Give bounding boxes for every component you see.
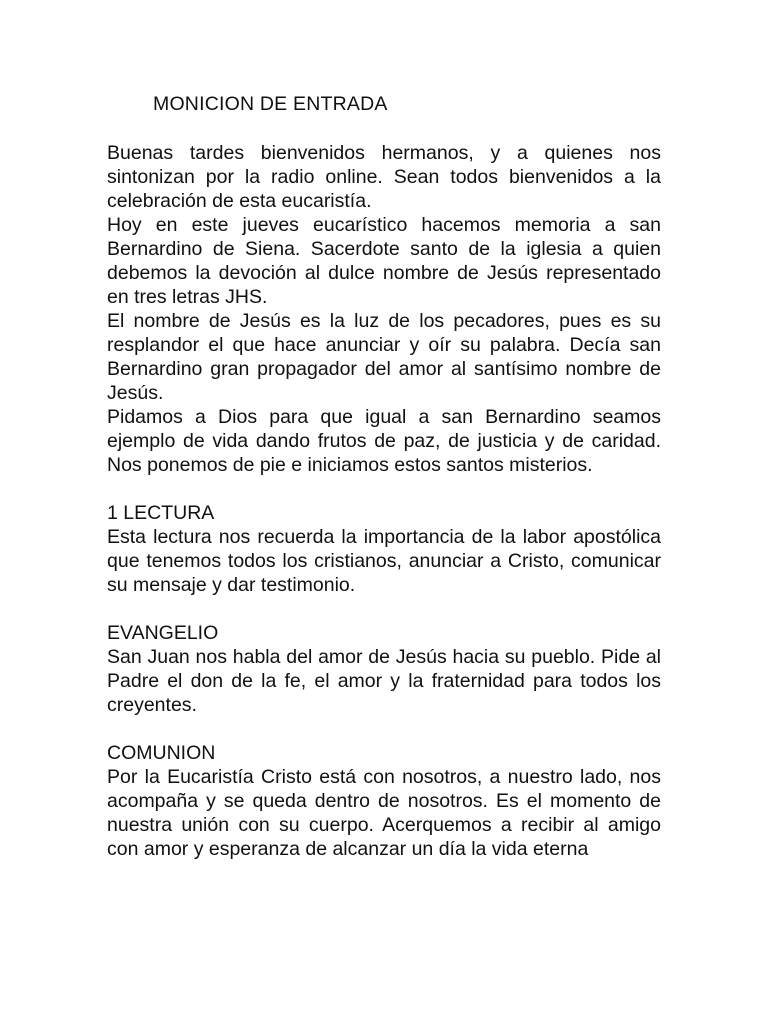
section-communion bbox=[107, 741, 661, 861]
section-first-reading bbox=[107, 501, 661, 597]
intro-paragraph-welcome: Buenas tardes bienvenidos hermanos, y a quienes nos sintonizan por la radio online. Sean todos bienvenidos a la celebración de esta eucaristía. bbox=[107, 142, 661, 212]
section-text-communion: Por la Eucaristía Cristo está con nosotros, a nuestro lado, nos acompaña y se queda dentro de nosotros. Es el momento de nuestra unión con su cuerpo. Acerquemos a recibir al amigo con amor y esperanza de alcanzar un día la vida eterna bbox=[107, 766, 661, 860]
section-heading-first-reading: 1 LECTURA bbox=[107, 502, 215, 524]
document-page bbox=[107, 92, 661, 885]
section-text-gospel: San Juan nos habla del amor de Jesús hacia su pueblo. Pide al Padre el don de la fe, el amor y la fraternidad para todos los creyentes. bbox=[107, 646, 661, 716]
intro-paragraph-bernardino: Hoy en este jueves eucarístico hacemos memoria a san Bernardino de Siena. Sacerdote santo de la iglesia a quien debemos la devoción al dulce nombre de Jesús representado en tres letras JHS. bbox=[107, 214, 661, 308]
section-text-first-reading: Esta lectura nos recuerda la importancia de la labor apostólica que tenemos todos los cristianos, anunciar a Cristo, comunicar su mensaje y dar testimonio. bbox=[107, 526, 661, 596]
section-gospel bbox=[107, 621, 661, 717]
page-title: MONICION DE ENTRADA bbox=[153, 93, 388, 115]
intro-section bbox=[107, 141, 661, 477]
intro-paragraph-name-of-jesus: El nombre de Jesús es la luz de los pecadores, pues es su resplandor el que hace anunciar y oír su palabra. Decía san Bernardino gran propagador del amor al santísimo nombre de Jesús. bbox=[107, 310, 661, 404]
intro-paragraph-prayer: Pidamos a Dios para que igual a san Bernardino seamos ejemplo de vida dando frutos de paz, de justicia y de caridad. Nos ponemos de pie e iniciamos estos santos misterios. bbox=[107, 406, 661, 476]
section-heading-gospel: EVANGELIO bbox=[107, 622, 219, 644]
section-heading-communion: COMUNION bbox=[107, 742, 216, 764]
